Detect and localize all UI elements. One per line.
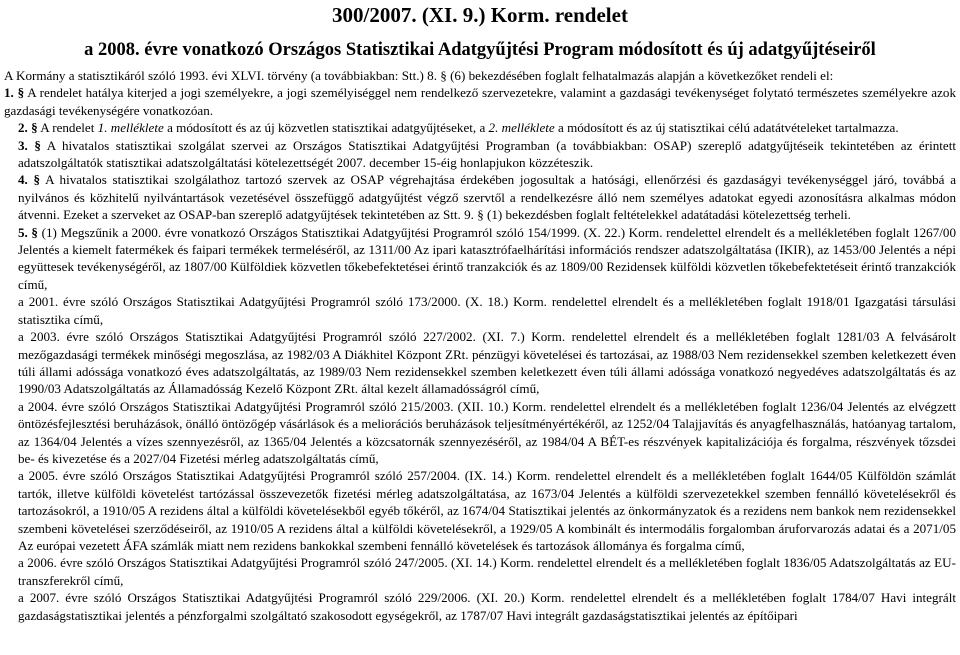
section-number: 5. §: [18, 224, 38, 240]
section-number: 3. §: [18, 137, 41, 153]
section-text: A rendelet hatálya kiterjed a jogi személyekre, a jogi személyiséggel nem rendelkező szervezetekre, valamint a gazdasági tevékenységet folytató természetes személyekre azok gazdasági tevékenységére vonatkozóan.: [4, 85, 956, 118]
section-5: [4, 224, 956, 294]
list-item: a 2004. évre szóló Országos Statisztikai Adatgyűjtési Programról szóló 215/2003. (XII. 10.) Korm. rendelettel elrendelt és a mellékletében foglalt 1236/04 Jelentés az elvégzett öntözésfejlesztési beruházások, önálló öntözőgép vásárlások és a meliorációs beruházások teljesítményértékéről, az 1252/04 Talajjavítás és anyagfelhasználás, hatóanyag tartalom, az 1364/04 Jelentés a vízes szennyezésről, az 1365/04 Jelentés a közcsatornák szennyezéséről, az 1984/04 A BÉT-es részvények kapitalizációja és forgalma, részvények tőzsdei be- és kivezetése és a 2027/04 Fizetési mérleg adatszolgáltatás című,: [18, 398, 956, 466]
section-number: 4. §: [18, 172, 41, 188]
list-item: a 2005. évre szóló Országos Statisztikai Adatgyűjtési Programról szóló 257/2004. (IX. 14.) Korm. rendelettel elrendelt és a mellékletében foglalt 1644/05 Külföldön számlát tartók, illetve külföldi követelést tartózással összevezetők fizetési mérleg adatszolgáltatása, az 1673/04 Jelentés a külföldi szervezetekkel szemben fennálló követelésekről és tartozásokról, a 1910/05 A rezidens által a külföldi követelésekből egyéb tőkéről, az 1674/04 Statisztikai jelentés az önkormányzatok és a rezidens nem bankok nem rezidensekkel szembeni követelései szerződéseiről, az 1910/05 A rezidens által a külföldi követelésekről, a 1929/05 A kombinált és intermodális forgalomban áruforvarozás adatai és a 2071/05 Az európai vezetett ÁFA számlák miatt nem rezidens bankokkal szembeni fennálló követelések és tartozások állománya és forgalma című,: [18, 468, 956, 553]
section-3: [4, 137, 956, 172]
section-text: A rendelet: [40, 120, 98, 136]
section-number: 2. §: [18, 120, 38, 136]
annex-reference: 1. melléklete: [97, 120, 164, 136]
section-text: a módosított és az új statisztikai célú adatátvételeket tartalmazza.: [554, 120, 899, 136]
section-text: A hivatalos statisztikai szolgálathoz tartozó szervek az OSAP végrehajtása érdekében jogosultak a hatósági, ellenőrzési és gazdaságyi tevékenységgel járó, továbbá a nyilvános és közhitelű nyilvántartások vezetésével összefüggő adatgyűjtést végző szervtől a rendelkezésre álló nem személyes adatokat egyedi azonosításra alkalmas módon átvenni. Ezeket a szerveket az OSAP-ban szereplő adatgyűjtések tekintetében az Stt. 9. § (1) bekezdésben foglalt feltételekkel adatátadási kötelezettség terheli.: [18, 172, 957, 223]
section-text: A hivatalos statisztikai szolgálat szervei az Országos Statisztikai Adatgyűjtési Programban (a továbbiakban: OSAP) szereplő adatgyűjtéseik tekintetében az érintett adatszolgáltatók statisztikai adatszolgáltatási kötelezettségét 2007. december 15-éig honlapjukon közzéteszik.: [18, 137, 956, 171]
section-2: [4, 119, 956, 136]
document-subtitle: a 2008. évre vonatkozó Országos Statisztikai Adatgyűjtési Program módosított és új adatgyűjtéseiről: [84, 40, 876, 60]
preamble: A Kormány a statisztikáról szóló 1993. évi XLVI. törvény (a továbbiakban: Stt.) 8. § (6) bekezdésében foglalt felhatalmazás alapján a következőket rendeli el:: [4, 68, 834, 83]
section-1: [4, 84, 956, 119]
section-4: [4, 171, 956, 223]
document-body: [4, 67, 956, 624]
section-text: a módosított és az új közvetlen statisztikai adatgyűjtéseket, a: [163, 120, 489, 136]
annex-reference: 2. melléklete: [488, 120, 555, 136]
list-item: a 2007. évre szóló Országos Statisztikai Adatgyűjtési Programról szóló 229/2006. (XI. 20.) Korm. rendelettel elrendelt és a mellékletében foglalt 1784/07 Havi integrált gazdaságstatisztikai jelentés a pénzforgalmi szolgáltató szakosodott egységekről, az 1787/07 Havi integrált gazdaságstatisztikai jelentés az építőipari: [18, 590, 956, 623]
section-text: (1) Megszűnik a 2000. évre vonatkozó Országos Statisztikai Adatgyűjtési Programról szóló 154/1999. (X. 22.) Korm. rendelettel elrendelt és a mellékletében foglalt 1267/00 Jelentés a kiemelt fatermékek és faipari termékek termeléséről, az 1311/00 Az ipari katasztrófaelhárítási információs rendszer adatszolgáltatása (IKIR), az 1453/00 Jelentés a népi együttesek tevékenységéről, az 1807/00 Külföldiek közvetlen tőkebefektetései érintő tranzakciók és az 1809/00 Rezidensek külföldi közvetlen tőkebefektetéseit érintő tranzakciók című,: [18, 224, 957, 292]
list-item: a 2001. évre szóló Országos Statisztikai Adatgyűjtési Programról szóló 173/2000. (X. 18.) Korm. rendelettel elrendelt és a mellékletében foglalt 1918/01 Igazgatási társulási statisztika című,: [18, 294, 956, 327]
list-item: a 2003. évre szóló Országos Statisztikai Adatgyűjtési Programról szóló 227/2002. (XI. 7.) Korm. rendelettel elrendelt és a mellékletében foglalt 1281/03 A felvásárolt mezőgazdasági termékek minőségi megoszlása, az 1982/03 A Diákhitel Központ ZRt. pénzügyi követelései és tartozásai, az 1988/03 Nem rezidensekkel szemben keletkezett éven túli állami adóssága vonatkozó éves adatszolgáltatás, az 1989/03 Nem rezidensekkel szemben keletkezett éven túli állami adóssága vonatkozó negyedéves adatszolgáltatás és az 1990/03 Adatszolgáltatás az Államadósság Kezelő Központ ZRt. által kezelt államadósságról című,: [18, 329, 956, 397]
list-item: a 2006. évre szóló Országos Statisztikai Adatgyűjtési Programról szóló 247/2005. (XI. 14.) Korm. rendelettel elrendelt és a mellékletében foglalt 1836/05 Adatszolgáltatás az EU-transzferekről című,: [18, 555, 956, 588]
section-number: 1. §: [4, 85, 25, 101]
document-title: 300/2007. (XI. 9.) Korm. rendelet: [332, 3, 628, 27]
